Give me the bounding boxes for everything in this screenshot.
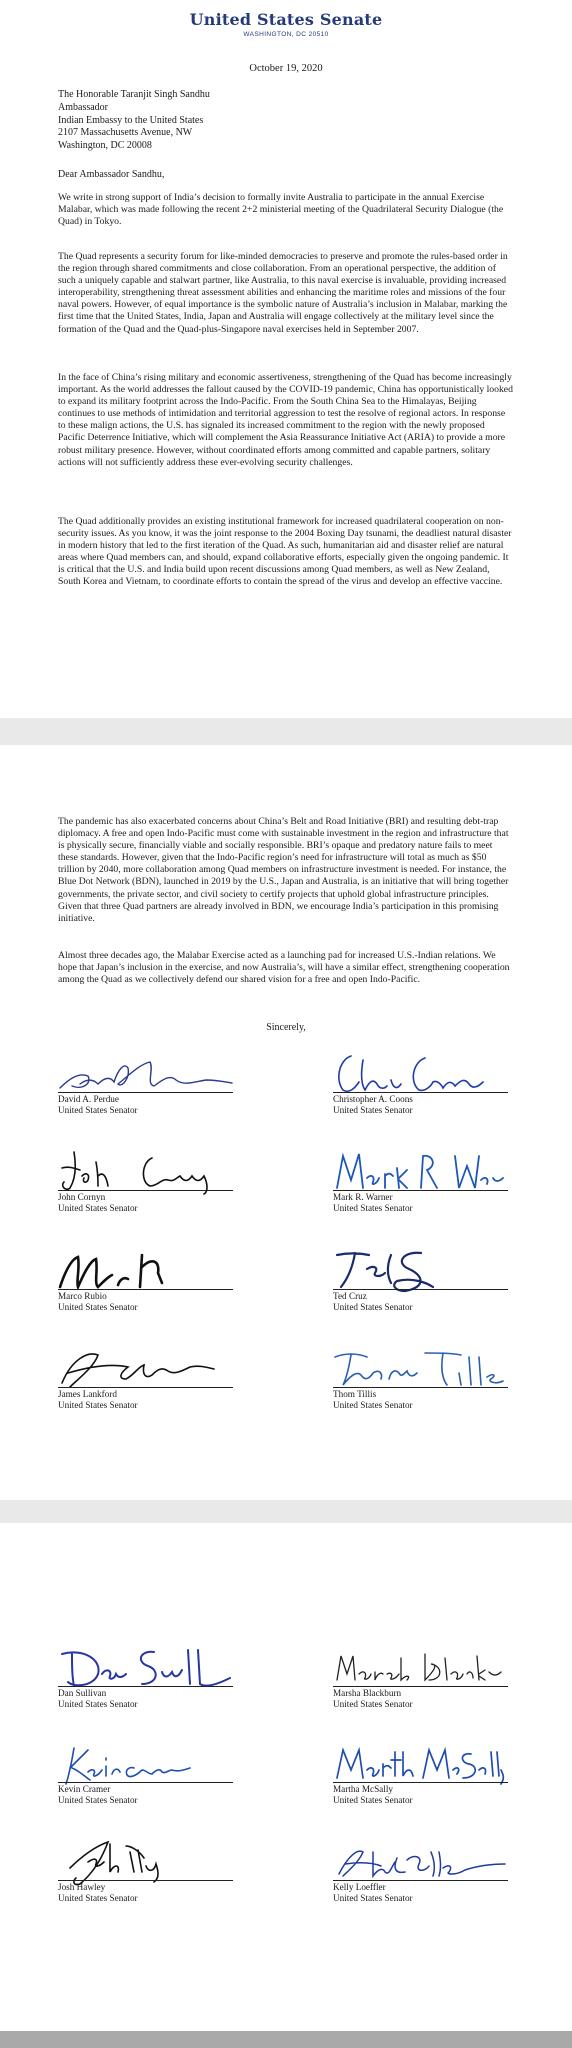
salutation: Dear Ambassador Sandhu,	[58, 169, 165, 180]
signatory	[58, 1289, 233, 1313]
signatory-title: United States Senator	[333, 1302, 413, 1312]
signatory	[333, 1686, 508, 1710]
letter-date: October 19, 2020	[249, 63, 323, 74]
signatory-name: Ted Cruz	[333, 1291, 367, 1301]
senate-title: United States Senate	[189, 10, 383, 29]
signatory	[58, 1387, 233, 1411]
recipient-line: The Honorable Taranjit Singh Sandhu	[58, 89, 210, 100]
signatory-name: Mark R. Warner	[333, 1192, 393, 1202]
closing: Sincerely,	[266, 1022, 306, 1033]
signatory-title: United States Senator	[58, 1795, 138, 1805]
handwritten-signature	[58, 1050, 233, 1098]
signatory-name: John Cornyn	[58, 1192, 106, 1202]
signatory-title: United States Senator	[333, 1795, 413, 1805]
body-paragraph: The Quad additionally provides an existing institutional framework for increased quadrilateral cooperation on non-security issues. As you know, it was the joint response to the 2004 Boxing Day tsunami, the deadliest natural disaster in modern history that led to the first iteration of the Quad. As such, humanitarian aid and disaster relief are natural areas where Quad members can, and should, expand collaborative efforts, especially given the ongoing pandemic. It is critical that the U.S. and India build upon recent discussions among Quad members, as well as New Zealand, South Korea and Vietnam, to coordinate efforts to contain the spread of the virus and develop an effective vaccine.	[58, 516, 512, 588]
signatory-title: United States Senator	[333, 1699, 413, 1709]
handwritten-signature	[58, 1148, 233, 1196]
signatory	[333, 1782, 508, 1806]
recipient-line: 2107 Massachusetts Avenue, NW	[58, 127, 193, 139]
recipient-line: Washington, DC 20008	[58, 140, 152, 152]
handwritten-signature	[333, 1838, 508, 1886]
letterhead	[0, 11, 572, 38]
signatory-name: James Lankford	[58, 1389, 117, 1399]
handwritten-signature	[58, 1740, 233, 1788]
signatory	[333, 1880, 508, 1904]
recipient-address	[58, 89, 210, 153]
signatory	[333, 1387, 508, 1411]
signatory	[58, 1880, 233, 1904]
signatory-title: United States Senator	[58, 1699, 138, 1709]
handwritten-signature	[333, 1345, 508, 1393]
signatory-name: Thom Tillis	[333, 1389, 377, 1399]
handwritten-signature	[333, 1050, 508, 1098]
body-paragraph: The Quad represents a security forum for like-minded democracies to preserve and promote the rules-based order in the region through shared commitments and close collaboration. From an operational perspective, the addition of such a uniquely capable and stalwart partner, like Australia, to this naval exercise is invaluable, providing increased interoperability, strengthening threat assessment abilities and enhancing the maritime roles and missions of the four naval powers. However, of equal importance is the symbolic nature of Australia’s inclusion in Malabar, marking the first time that the United States, India, Japan and Australia will engage collectively at the military level since the formation of the Quad and the Quad-plus-Singapore naval exercises held in September 2007.	[58, 251, 508, 335]
handwritten-signature	[58, 1838, 233, 1886]
signatory	[333, 1092, 508, 1116]
signatory-title: United States Senator	[58, 1302, 138, 1312]
body-paragraph: In the face of China’s rising military and economic assertiveness, strengthening of the Quad has become increasingly important. As the world addresses the fallout caused by the COVID-19 pandemic, China has opportunistically looked to expand its military footprint across the Indo-Pacific. From the South China Sea to the Himalayas, Beijing continues to use methods of intimidation and territorial aggression to test the resolve of regional actors. In response to these malign actions, the U.S. has signaled its increased commitment to the region with the newly proposed Pacific Deterrence Initiative, which will complement the Asia Reassurance Initiative Act (ARIA) to provide a more robust military presence. However, without coordinated efforts among committed and capable partners, solitary actions will not sufficiently address these ever-evolving security challenges.	[58, 372, 513, 468]
page-bottom-strip	[0, 2031, 572, 2048]
signatory-title: United States Senator	[333, 1400, 413, 1410]
handwritten-signature	[58, 1644, 233, 1692]
signatory-name: Kevin Cramer	[58, 1784, 111, 1794]
handwritten-signature	[58, 1345, 233, 1393]
signatory	[333, 1289, 508, 1313]
senate-subtitle: WASHINGTON, DC 20510	[243, 31, 329, 38]
letter-page-1	[0, 0, 572, 718]
signatory	[58, 1092, 233, 1116]
signatory-name: Dan Sullivan	[58, 1688, 107, 1698]
handwritten-signature	[333, 1740, 508, 1788]
handwritten-signature	[333, 1247, 508, 1295]
signatory-name: Martha McSally	[333, 1784, 393, 1794]
signatory-title: United States Senator	[58, 1893, 138, 1903]
signatory-name: Marco Rubio	[58, 1291, 107, 1301]
signatory-title: United States Senator	[58, 1203, 138, 1213]
handwritten-signature	[58, 1247, 233, 1295]
signatory-name: Kelly Loeffler	[333, 1882, 386, 1892]
signatory	[58, 1782, 233, 1806]
signatory	[58, 1190, 233, 1214]
signatory-title: United States Senator	[58, 1105, 138, 1115]
handwritten-signature	[333, 1644, 508, 1692]
signatory	[333, 1190, 508, 1214]
body-paragraph: Almost three decades ago, the Malabar Exercise acted as a launching pad for increased U.S.-Indian relations. We hope that Japan’s inclusion in the exercise, and now Australia’s, will have a similar effect, strengthening cooperation among the Quad as we collectively defend our shared vision for a free and open Indo-Pacific.	[58, 950, 510, 986]
signatory-title: United States Senator	[58, 1400, 138, 1410]
signatory	[58, 1686, 233, 1710]
signatory-title: United States Senator	[333, 1893, 413, 1903]
signatory-name: Josh Hawley	[58, 1882, 106, 1892]
recipient-line: Indian Embassy to the United States	[58, 114, 204, 126]
signatory-name: David A. Perdue	[58, 1094, 119, 1104]
signatory-title: United States Senator	[333, 1105, 413, 1115]
body-paragraph: We write in strong support of India’s decision to formally invite Australia to participate in the annual Exercise Malabar, which was made following the recent 2+2 ministerial meeting of the Quadrilateral Security Dialogue (the Quad) in Tokyo.	[58, 192, 504, 228]
body-paragraph: The pandemic has also exacerbated concerns about China’s Belt and Road Initiative (BRI) and resulting debt-trap diplomacy. A free and open Indo-Pacific must come with sustainable investment in the region and infrastructure that is physically secure, financially viable and socially responsible. BRI’s opaque and predatory nature fails to meet these standards. However, given that the Indo-Pacific region’s need for infrastructure will total as much as $50 trillion by 2040, more collaboration among Quad members on infrastructure investment is needed. For instance, the Blue Dot Network (BDN), launched in 2019 by the U.S., Japan and Australia, is an initiative that will bring together governments, the private sector, and civil society to certify projects that uphold global infrastructure principles. Given that three Quad partners are already involved in BDN, we encourage India’s participation in this promising initiative.	[58, 816, 509, 924]
recipient-line: Ambassador	[58, 101, 108, 113]
signatory-name: Marsha Blackburn	[333, 1688, 402, 1698]
handwritten-signature	[333, 1148, 508, 1196]
signatory-name: Christopher A. Coons	[333, 1094, 413, 1104]
signatory-title: United States Senator	[333, 1203, 413, 1213]
